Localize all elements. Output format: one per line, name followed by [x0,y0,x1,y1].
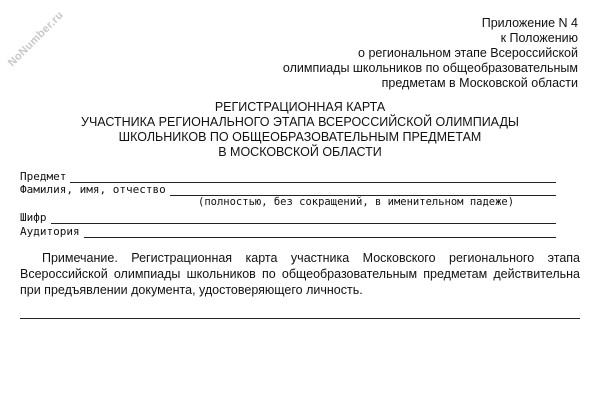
appendix-number: Приложение N 4 [481,16,578,30]
title-line-4: В МОСКОВСКОЙ ОБЛАСТИ [218,145,382,159]
appendix-header [283,16,578,91]
subject-label: Предмет [20,170,67,183]
code-label: Шифр [20,211,47,224]
fullname-label: Фамилия, имя, отчество [20,183,166,196]
room-row [20,224,556,238]
subject-row [20,169,556,183]
appendix-line-5: предметам в Московской области [381,76,578,90]
code-field[interactable] [51,212,557,224]
appendix-line-2: к Положению [500,31,578,45]
bottom-divider [20,318,580,319]
document-title [0,100,600,160]
appendix-line-3: о региональном этапе Всероссийской [358,46,578,60]
note-paragraph: Примечание. Регистрационная карта участника Московского регионального этапа Всероссийской олимпиады школьников по общеобразовательным предметам действительна при предъявлении документа, удостоверяющего личность. [20,251,580,297]
watermark: NoNumber.ru [5,9,66,70]
room-label: Аудитория [20,225,80,238]
title-line-3: ШКОЛЬНИКОВ ПО ОБЩЕОБРАЗОВАТЕЛЬНЫМ ПРЕДМЕТАМ [118,130,482,144]
title-line-2: УЧАСТНИКА РЕГИОНАЛЬНОГО ЭТАПА ВСЕРОССИЙСКОЙ ОЛИМПИАДЫ [81,115,519,129]
appendix-line-4: олимпиады школьников по общеобразовательным [282,61,578,75]
fullname-hint: (полностью, без сокращений, в именительном падеже) [198,196,515,208]
code-row [20,210,556,224]
title-line-1: РЕГИСТРАЦИОННАЯ КАРТА [214,100,386,114]
fullname-row [20,182,556,196]
fullname-field[interactable] [170,184,556,196]
room-field[interactable] [84,226,556,238]
